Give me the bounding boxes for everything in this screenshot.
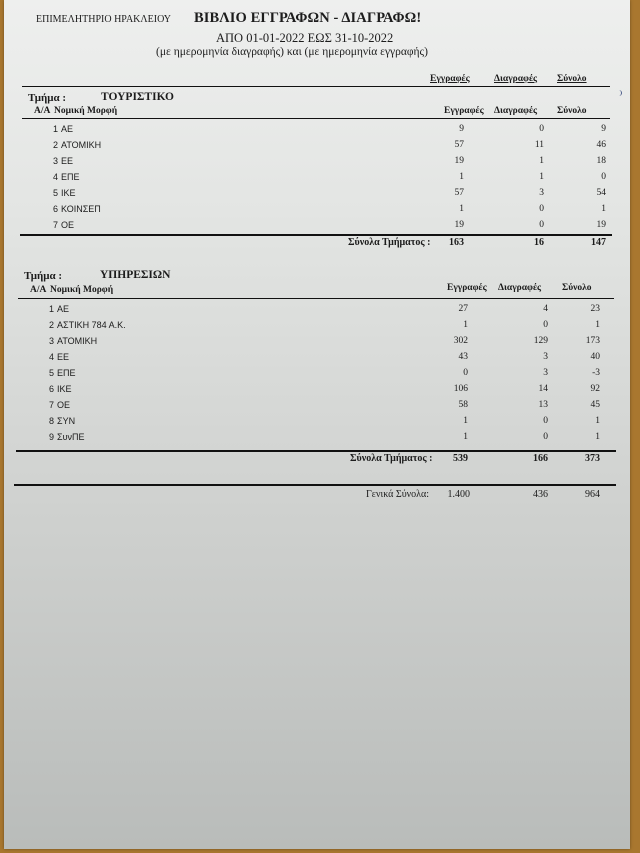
table-row	[4, 156, 630, 172]
row-deletions: 14	[538, 384, 548, 394]
table-row	[4, 204, 630, 220]
row-deletions: 0	[539, 220, 544, 230]
row-total: 1	[595, 320, 600, 330]
row-legal-form: ΙΚΕ	[57, 384, 72, 394]
section-total-rule	[16, 450, 616, 452]
row-aa: 1	[52, 124, 58, 134]
row-deletions: 0	[543, 320, 548, 330]
row-deletions: 0	[539, 204, 544, 214]
table-row	[4, 172, 630, 188]
row-aa: 3	[48, 336, 54, 346]
row-deletions: 3	[543, 352, 548, 362]
row-aa: 7	[52, 220, 58, 230]
page-col-deletions: Διαγραφές	[494, 74, 538, 84]
row-total: 54	[596, 188, 606, 198]
row-total: 92	[590, 384, 600, 394]
section-totals-row	[4, 237, 630, 253]
row-registrations: 27	[458, 304, 468, 314]
row-deletions: 13	[538, 400, 548, 410]
row-registrations: 43	[458, 352, 468, 362]
row-aa: 7	[48, 400, 54, 410]
row-registrations: 0	[463, 368, 468, 378]
grand-total-deletions: 436	[533, 489, 548, 500]
row-total: 23	[590, 304, 600, 314]
col-registrations: Εγγραφές	[447, 283, 487, 293]
row-legal-form: ΑΕ	[61, 124, 74, 134]
table-row	[4, 432, 630, 448]
row-legal-form: ΟΕ	[57, 400, 71, 410]
row-deletions: 0	[543, 432, 548, 442]
row-legal-form: ΙΚΕ	[61, 188, 76, 198]
row-total: 45	[590, 400, 600, 410]
row-deletions: 0	[539, 124, 544, 134]
row-registrations: 1	[459, 204, 464, 214]
row-total: -3	[592, 368, 600, 378]
row-registrations: 19	[454, 156, 464, 166]
row-legal-form: ΑΤΟΜΙΚΗ	[57, 336, 98, 346]
col-registrations: Εγγραφές	[444, 106, 484, 116]
section-name: ΥΠΗΡΕΣΙΩΝ	[100, 269, 171, 281]
section-total-registrations: 163	[449, 237, 464, 248]
row-deletions: 3	[539, 188, 544, 198]
row-registrations: 9	[459, 124, 464, 134]
row-total: 18	[596, 156, 606, 166]
section-total-deletions: 166	[533, 453, 548, 464]
row-total: 1	[601, 204, 606, 214]
col-aa: Α/Α	[34, 106, 51, 116]
grand-total-rule	[14, 484, 616, 486]
col-total: Σύνολο	[557, 106, 587, 116]
column-header-rule	[22, 118, 610, 119]
row-total: 19	[596, 220, 606, 230]
row-deletions: 0	[543, 416, 548, 426]
grand-total-registrations: 1.400	[447, 489, 470, 500]
row-legal-form: ΑΣΤΙΚΗ 784 Α.Κ.	[57, 320, 126, 330]
row-aa: 3	[52, 156, 58, 166]
row-total: 9	[601, 124, 606, 134]
section-total-total: 373	[585, 453, 600, 464]
row-aa: 2	[48, 320, 54, 330]
table-row	[4, 384, 630, 400]
section-total-deletions: 16	[534, 237, 544, 248]
col-deletions: Διαγραφές	[498, 283, 542, 293]
page-col-total: Σύνολο	[557, 74, 587, 84]
section-totals-label: Σύνολα Τμήματος :	[348, 237, 431, 248]
row-aa: 6	[52, 204, 58, 214]
table-row	[4, 336, 630, 352]
table-row	[4, 400, 630, 416]
page-header-rule	[22, 86, 610, 87]
organization-name: ΕΠΙΜΕΛΗΤΗΡΙΟ ΗΡΑΚΛΕΙΟΥ	[36, 14, 172, 25]
row-deletions: 4	[543, 304, 548, 314]
table-row	[4, 304, 630, 320]
table-row	[4, 188, 630, 204]
row-deletions: 3	[543, 368, 548, 378]
row-legal-form: ΑΕ	[57, 304, 70, 314]
table-row	[4, 368, 630, 384]
col-deletions: Διαγραφές	[494, 106, 538, 116]
row-aa: 4	[48, 352, 54, 362]
table-row	[4, 416, 630, 432]
section-totals-label: Σύνολα Τμήματος :	[350, 453, 433, 464]
row-legal-form: ΚΟΙΝΣΕΠ	[61, 204, 101, 214]
table-row	[4, 124, 630, 140]
row-total: 40	[590, 352, 600, 362]
section-name: ΤΟΥΡΙΣΤΙΚΟ	[101, 91, 174, 103]
row-deletions: 1	[539, 156, 544, 166]
row-legal-form: ΣυνΠΕ	[57, 432, 85, 442]
grand-total-total: 964	[585, 489, 600, 500]
column-header-rule	[18, 298, 614, 299]
row-registrations: 302	[453, 336, 468, 346]
row-total: 0	[601, 172, 606, 182]
row-aa: 5	[48, 368, 54, 378]
section-totals-row	[4, 453, 630, 469]
row-registrations: 1	[459, 172, 464, 182]
pen-mark	[618, 90, 622, 96]
row-legal-form: ΑΤΟΜΙΚΗ	[61, 140, 102, 150]
row-legal-form: ΕΕ	[57, 352, 70, 362]
col-legal-form: Νομική Μορφή	[50, 285, 114, 295]
table-row	[4, 352, 630, 368]
table-row	[4, 140, 630, 156]
grand-totals-row	[4, 489, 630, 505]
page-col-registrations: Εγγραφές	[430, 74, 470, 84]
row-legal-form: ΕΠΕ	[57, 368, 76, 378]
row-registrations: 58	[458, 400, 468, 410]
row-aa: 8	[48, 416, 54, 426]
report-subtitle: (με ημερομηνία διαγραφής) και (με ημερομηνία εγγραφής)	[156, 46, 428, 58]
section-total-total: 147	[591, 237, 606, 248]
row-aa: 9	[48, 432, 54, 442]
report-period: ΑΠΟ 01-01-2022 ΕΩΣ 31-10-2022	[216, 31, 394, 45]
section-label: Τμήμα :	[28, 92, 67, 104]
row-legal-form: ΕΕ	[61, 156, 74, 166]
section-total-registrations: 539	[453, 453, 468, 464]
row-registrations: 106	[453, 384, 468, 394]
row-aa: 2	[52, 140, 58, 150]
row-aa: 1	[48, 304, 54, 314]
row-legal-form: ΟΕ	[61, 220, 75, 230]
row-total: 173	[585, 336, 600, 346]
row-registrations: 57	[454, 140, 464, 150]
row-total: 46	[596, 140, 606, 150]
report-title: ΒΙΒΛΙΟ ΕΓΓΡΑΦΩΝ - ΔΙΑΓΡΑΦΩ!	[194, 10, 422, 26]
row-deletions: 1	[539, 172, 544, 182]
row-deletions: 129	[533, 336, 548, 346]
row-aa: 5	[52, 188, 58, 198]
paper-page	[4, 0, 630, 849]
row-registrations: 1	[463, 320, 468, 330]
row-registrations: 1	[463, 432, 468, 442]
row-registrations: 19	[454, 220, 464, 230]
row-registrations: 1	[463, 416, 468, 426]
row-total: 1	[595, 432, 600, 442]
section-label: Τμήμα :	[24, 270, 63, 282]
section-total-rule	[20, 234, 612, 236]
col-total: Σύνολο	[562, 283, 592, 293]
row-total: 1	[595, 416, 600, 426]
grand-totals-label: Γενικά Σύνολα:	[366, 489, 430, 500]
col-legal-form: Νομική Μορφή	[54, 106, 118, 116]
row-aa: 6	[48, 384, 54, 394]
row-deletions: 11	[534, 140, 544, 150]
row-registrations: 57	[454, 188, 464, 198]
row-legal-form: ΣΥΝ	[57, 416, 76, 426]
col-aa: Α/Α	[30, 285, 47, 295]
row-aa: 4	[52, 172, 58, 182]
table-row	[4, 320, 630, 336]
row-legal-form: ΕΠΕ	[61, 172, 80, 182]
